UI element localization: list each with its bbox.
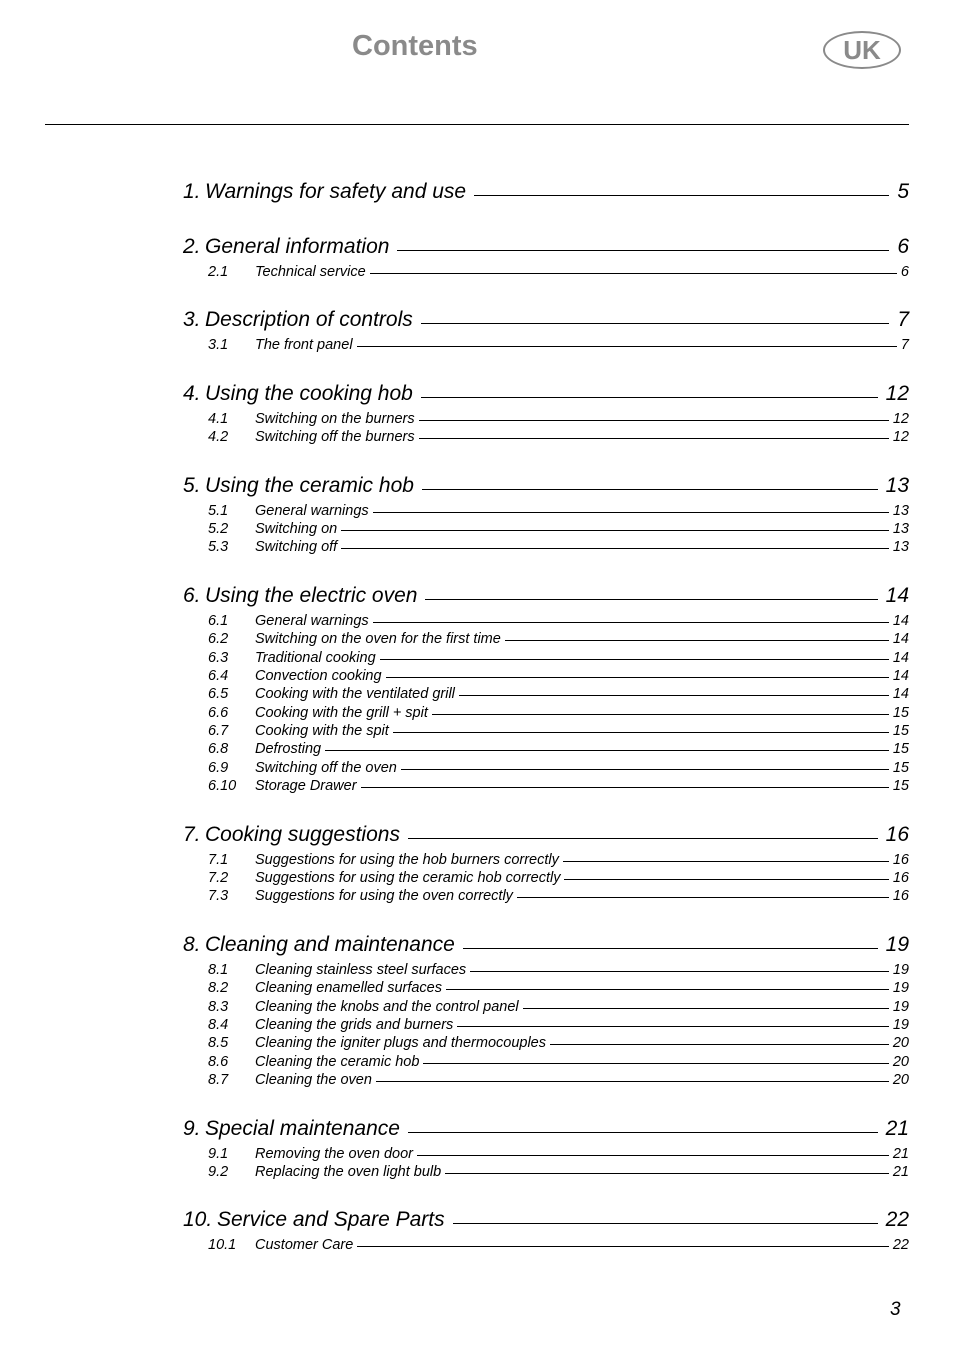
toc-subsection-entry[interactable] [183, 851, 909, 869]
dot-leader [401, 769, 889, 770]
chapter-title: Service and Spare Parts [217, 1208, 445, 1232]
dot-leader [393, 732, 889, 733]
subsection-page-number: 21 [892, 1145, 909, 1162]
subsection-page-number: 20 [892, 1072, 909, 1089]
subsection-title: Cooking with the spit [255, 723, 389, 740]
toc-subsection-entry[interactable] [183, 1071, 909, 1089]
toc-section [183, 230, 909, 281]
subsection-number: 6.5 [208, 686, 229, 703]
subsection-number: 4.2 [208, 429, 229, 446]
chapter-number: 7. [183, 822, 201, 846]
toc-chapter-entry[interactable] [183, 818, 909, 851]
dot-leader [373, 622, 889, 623]
dot-leader [419, 438, 889, 439]
subsection-number: 9.2 [208, 1163, 229, 1180]
subsection-number: 8.4 [208, 1016, 229, 1033]
toc-subsection-entry[interactable] [183, 520, 909, 538]
subsection-title: Suggestions for using the ceramic hob correctly [255, 870, 561, 887]
toc-section [183, 579, 909, 796]
subsection-title: Cleaning the igniter plugs and thermocouples [255, 1035, 546, 1052]
dot-leader [408, 1132, 878, 1133]
toc-subsection-entry[interactable] [183, 869, 909, 887]
dot-leader [386, 677, 889, 678]
subsection-page-number: 21 [892, 1163, 909, 1180]
dot-leader [421, 323, 890, 324]
toc-chapter-entry[interactable] [183, 1112, 909, 1145]
subsection-title: Switching on [255, 520, 338, 537]
dot-leader [564, 879, 888, 880]
toc-subsection-entry[interactable] [183, 667, 909, 685]
subsection-number: 5.1 [208, 502, 229, 519]
subsection-number: 2.1 [208, 264, 229, 280]
dot-leader [357, 1246, 889, 1247]
dot-leader [422, 489, 878, 490]
subsection-title: Convection cooking [255, 667, 382, 684]
subsection-title: Suggestions for using the hob burners correctly [255, 851, 559, 868]
toc-subsection-entry[interactable] [183, 263, 909, 281]
page-title: Contents [352, 30, 478, 62]
dot-leader [445, 1173, 889, 1174]
subsection-title: Switching on the burners [255, 410, 415, 427]
subsection-page-number: 7 [900, 337, 909, 354]
subsection-page-number: 15 [892, 704, 909, 721]
subsection-page-number: 19 [892, 998, 909, 1015]
toc-section [183, 818, 909, 906]
subsection-number: 4.1 [208, 410, 229, 427]
subsection-number: 7.2 [208, 870, 229, 887]
dot-leader [474, 195, 889, 196]
dot-leader [357, 346, 897, 347]
subsection-number: 8.3 [208, 998, 229, 1015]
toc-chapter-entry[interactable] [183, 579, 909, 612]
subsection-page-number: 15 [892, 759, 909, 776]
subsection-title: Cleaning the knobs and the control panel [255, 998, 519, 1015]
subsection-title: The front panel [255, 337, 353, 354]
toc-section [183, 469, 909, 557]
subsection-page-number: 14 [892, 667, 909, 684]
subsection-title: Customer Care [255, 1237, 354, 1254]
dot-leader [463, 948, 878, 949]
subsection-page-number: 12 [892, 429, 909, 446]
dot-leader [370, 273, 897, 274]
subsection-number: 9.1 [208, 1145, 229, 1162]
dot-leader [417, 1155, 889, 1156]
toc-subsection-entry[interactable] [183, 979, 909, 997]
chapter-title: Using the electric oven [205, 583, 418, 607]
subsection-number: 6.2 [208, 631, 229, 648]
dot-leader [397, 250, 889, 251]
chapter-number: 9. [183, 1116, 201, 1140]
toc-subsection-entry[interactable] [183, 685, 909, 703]
toc-subsection-entry[interactable] [183, 704, 909, 722]
subsection-title: Cooking with the ventilated grill [255, 686, 455, 703]
subsection-page-number: 19 [892, 961, 909, 978]
subsection-title: Cleaning the ceramic hob [255, 1053, 420, 1070]
toc-subsection-entry[interactable] [183, 428, 909, 446]
language-badge: UK [823, 31, 901, 69]
toc-subsection-entry[interactable] [183, 336, 909, 354]
dot-leader [421, 397, 878, 398]
subsection-title: General warnings [255, 502, 369, 519]
dot-leader [446, 989, 889, 990]
chapter-number: 2. [183, 235, 201, 258]
toc-subsection-entry[interactable] [183, 759, 909, 777]
chapter-number: 8. [183, 932, 201, 956]
chapter-page-number: 16 [885, 822, 909, 846]
subsection-page-number: 15 [892, 778, 909, 795]
toc-subsection-entry[interactable] [183, 777, 909, 795]
toc-subsection-entry[interactable] [183, 410, 909, 428]
toc-section [183, 303, 909, 354]
toc-subsection-entry[interactable] [183, 649, 909, 667]
subsection-title: Defrosting [255, 741, 322, 758]
dot-leader [376, 1081, 889, 1082]
subsection-page-number: 22 [892, 1237, 909, 1254]
dot-leader [523, 1008, 889, 1009]
toc-chapter-entry[interactable] [183, 1203, 909, 1236]
dot-leader [563, 861, 889, 862]
chapter-page-number: 22 [885, 1208, 909, 1232]
subsection-number: 8.1 [208, 961, 229, 978]
subsection-title: Removing the oven door [255, 1145, 413, 1162]
subsection-page-number: 13 [892, 539, 909, 556]
subsection-page-number: 19 [892, 1016, 909, 1033]
chapter-title: General information [205, 235, 390, 258]
subsection-title: General warnings [255, 612, 369, 629]
toc-section [183, 1112, 909, 1182]
chapter-number: 5. [183, 473, 201, 497]
subsection-number: 6.1 [208, 612, 229, 629]
toc-subsection-entry[interactable] [183, 740, 909, 758]
toc-chapter-entry[interactable] [183, 469, 909, 502]
toc-section [183, 377, 909, 447]
subsection-page-number: 16 [892, 851, 909, 868]
toc-subsection-entry[interactable] [183, 1163, 909, 1181]
toc-chapter-entry[interactable] [183, 303, 909, 336]
subsection-page-number: 13 [892, 520, 909, 537]
dot-leader [459, 695, 889, 696]
subsection-title: Switching on the oven for the first time [255, 631, 501, 648]
toc-subsection-entry[interactable] [183, 612, 909, 630]
subsection-title: Suggestions for using the oven correctly [255, 888, 513, 905]
subsection-page-number: 15 [892, 741, 909, 758]
chapter-page-number: 5 [897, 180, 909, 203]
toc-section [183, 175, 909, 208]
dot-leader [432, 714, 889, 715]
toc-chapter-entry[interactable] [183, 928, 909, 961]
subsection-page-number: 6 [900, 264, 909, 280]
dot-leader [423, 1063, 888, 1064]
dot-leader [325, 750, 889, 751]
subsection-number: 7.1 [208, 851, 229, 868]
subsection-number: 7.3 [208, 888, 229, 905]
toc-subsection-entry[interactable] [183, 1053, 909, 1071]
subsection-page-number: 15 [892, 723, 909, 740]
toc-subsection-entry[interactable] [183, 998, 909, 1016]
subsection-number: 5.2 [208, 520, 229, 537]
subsection-title: Traditional cooking [255, 649, 376, 666]
dot-leader [453, 1223, 878, 1224]
dot-leader [341, 530, 889, 531]
chapter-title: Using the ceramic hob [205, 473, 414, 497]
subsection-number: 6.7 [208, 723, 229, 740]
toc-subsection-entry[interactable] [183, 1236, 909, 1254]
dot-leader [470, 971, 889, 972]
subsection-page-number: 20 [892, 1035, 909, 1052]
header-divider [45, 124, 909, 125]
toc-subsection-entry[interactable] [183, 961, 909, 979]
subsection-title: Cleaning stainless steel surfaces [255, 961, 467, 978]
toc-chapter-entry[interactable] [183, 230, 909, 263]
toc-subsection-entry[interactable] [183, 887, 909, 905]
subsection-page-number: 16 [892, 870, 909, 887]
toc-subsection-entry[interactable] [183, 502, 909, 520]
dot-leader [361, 787, 889, 788]
subsection-title: Cleaning the oven [255, 1072, 372, 1089]
subsection-title: Cleaning enamelled surfaces [255, 980, 442, 997]
subsection-title: Cooking with the grill + spit [255, 704, 428, 721]
dot-leader [425, 599, 877, 600]
chapter-title: Cleaning and maintenance [205, 932, 455, 956]
toc-subsection-entry[interactable] [183, 538, 909, 556]
subsection-page-number: 14 [892, 686, 909, 703]
chapter-page-number: 21 [885, 1116, 909, 1140]
subsection-number: 8.7 [208, 1072, 229, 1089]
toc-subsection-entry[interactable] [183, 630, 909, 648]
subsection-page-number: 12 [892, 410, 909, 427]
subsection-page-number: 20 [892, 1053, 909, 1070]
toc-subsection-entry[interactable] [183, 722, 909, 740]
chapter-title: Using the cooking hob [205, 381, 413, 405]
toc-section [183, 1203, 909, 1254]
chapter-title: Description of controls [205, 308, 413, 332]
chapter-page-number: 7 [897, 308, 909, 332]
chapter-page-number: 14 [885, 583, 909, 607]
subsection-title: Storage Drawer [255, 778, 357, 795]
dot-leader [408, 838, 878, 839]
toc-subsection-entry[interactable] [183, 1016, 909, 1034]
subsection-number: 8.6 [208, 1053, 229, 1070]
subsection-number: 6.10 [208, 778, 237, 795]
subsection-number: 5.3 [208, 539, 229, 556]
subsection-title: Technical service [255, 264, 366, 280]
chapter-number: 6. [183, 583, 201, 607]
dot-leader [373, 512, 889, 513]
chapter-title: Special maintenance [205, 1116, 400, 1140]
subsection-number: 6.8 [208, 741, 229, 758]
subsection-number: 8.5 [208, 1035, 229, 1052]
subsection-number: 6.3 [208, 649, 229, 666]
subsection-number: 3.1 [208, 337, 229, 354]
subsection-page-number: 13 [892, 502, 909, 519]
dot-leader [517, 897, 889, 898]
subsection-page-number: 19 [892, 980, 909, 997]
toc-chapter-entry[interactable] [183, 175, 909, 208]
chapter-number: 10. [183, 1208, 213, 1232]
dot-leader [419, 420, 889, 421]
chapter-page-number: 12 [885, 381, 909, 405]
toc-section [183, 928, 909, 1090]
subsection-title: Switching off [255, 539, 338, 556]
subsection-number: 8.2 [208, 980, 229, 997]
subsection-page-number: 14 [892, 649, 909, 666]
dot-leader [505, 640, 889, 641]
chapter-number: 3. [183, 308, 201, 332]
subsection-title: Cleaning the grids and burners [255, 1016, 454, 1033]
dot-leader [550, 1044, 889, 1045]
chapter-page-number: 6 [897, 235, 909, 258]
subsection-number: 6.4 [208, 667, 229, 684]
chapter-title: Warnings for safety and use [205, 180, 467, 203]
subsection-page-number: 14 [892, 631, 909, 648]
dot-leader [380, 659, 889, 660]
subsection-number: 10.1 [208, 1237, 237, 1254]
subsection-title: Replacing the oven light bulb [255, 1163, 442, 1180]
chapter-number: 4. [183, 381, 201, 405]
dot-leader [341, 548, 889, 549]
subsection-title: Switching off the burners [255, 429, 415, 446]
subsection-number: 6.6 [208, 704, 229, 721]
subsection-title: Switching off the oven [255, 759, 397, 776]
table-of-contents [183, 175, 909, 1277]
toc-chapter-entry[interactable] [183, 377, 909, 410]
chapter-title: Cooking suggestions [205, 822, 400, 846]
chapter-page-number: 19 [885, 932, 909, 956]
chapter-page-number: 13 [885, 473, 909, 497]
toc-subsection-entry[interactable] [183, 1145, 909, 1163]
subsection-page-number: 16 [892, 888, 909, 905]
toc-subsection-entry[interactable] [183, 1034, 909, 1052]
dot-leader [457, 1026, 889, 1027]
subsection-page-number: 14 [892, 612, 909, 629]
chapter-number: 1. [183, 180, 201, 203]
page-number: 3 [890, 1299, 901, 1320]
subsection-number: 6.9 [208, 759, 229, 776]
